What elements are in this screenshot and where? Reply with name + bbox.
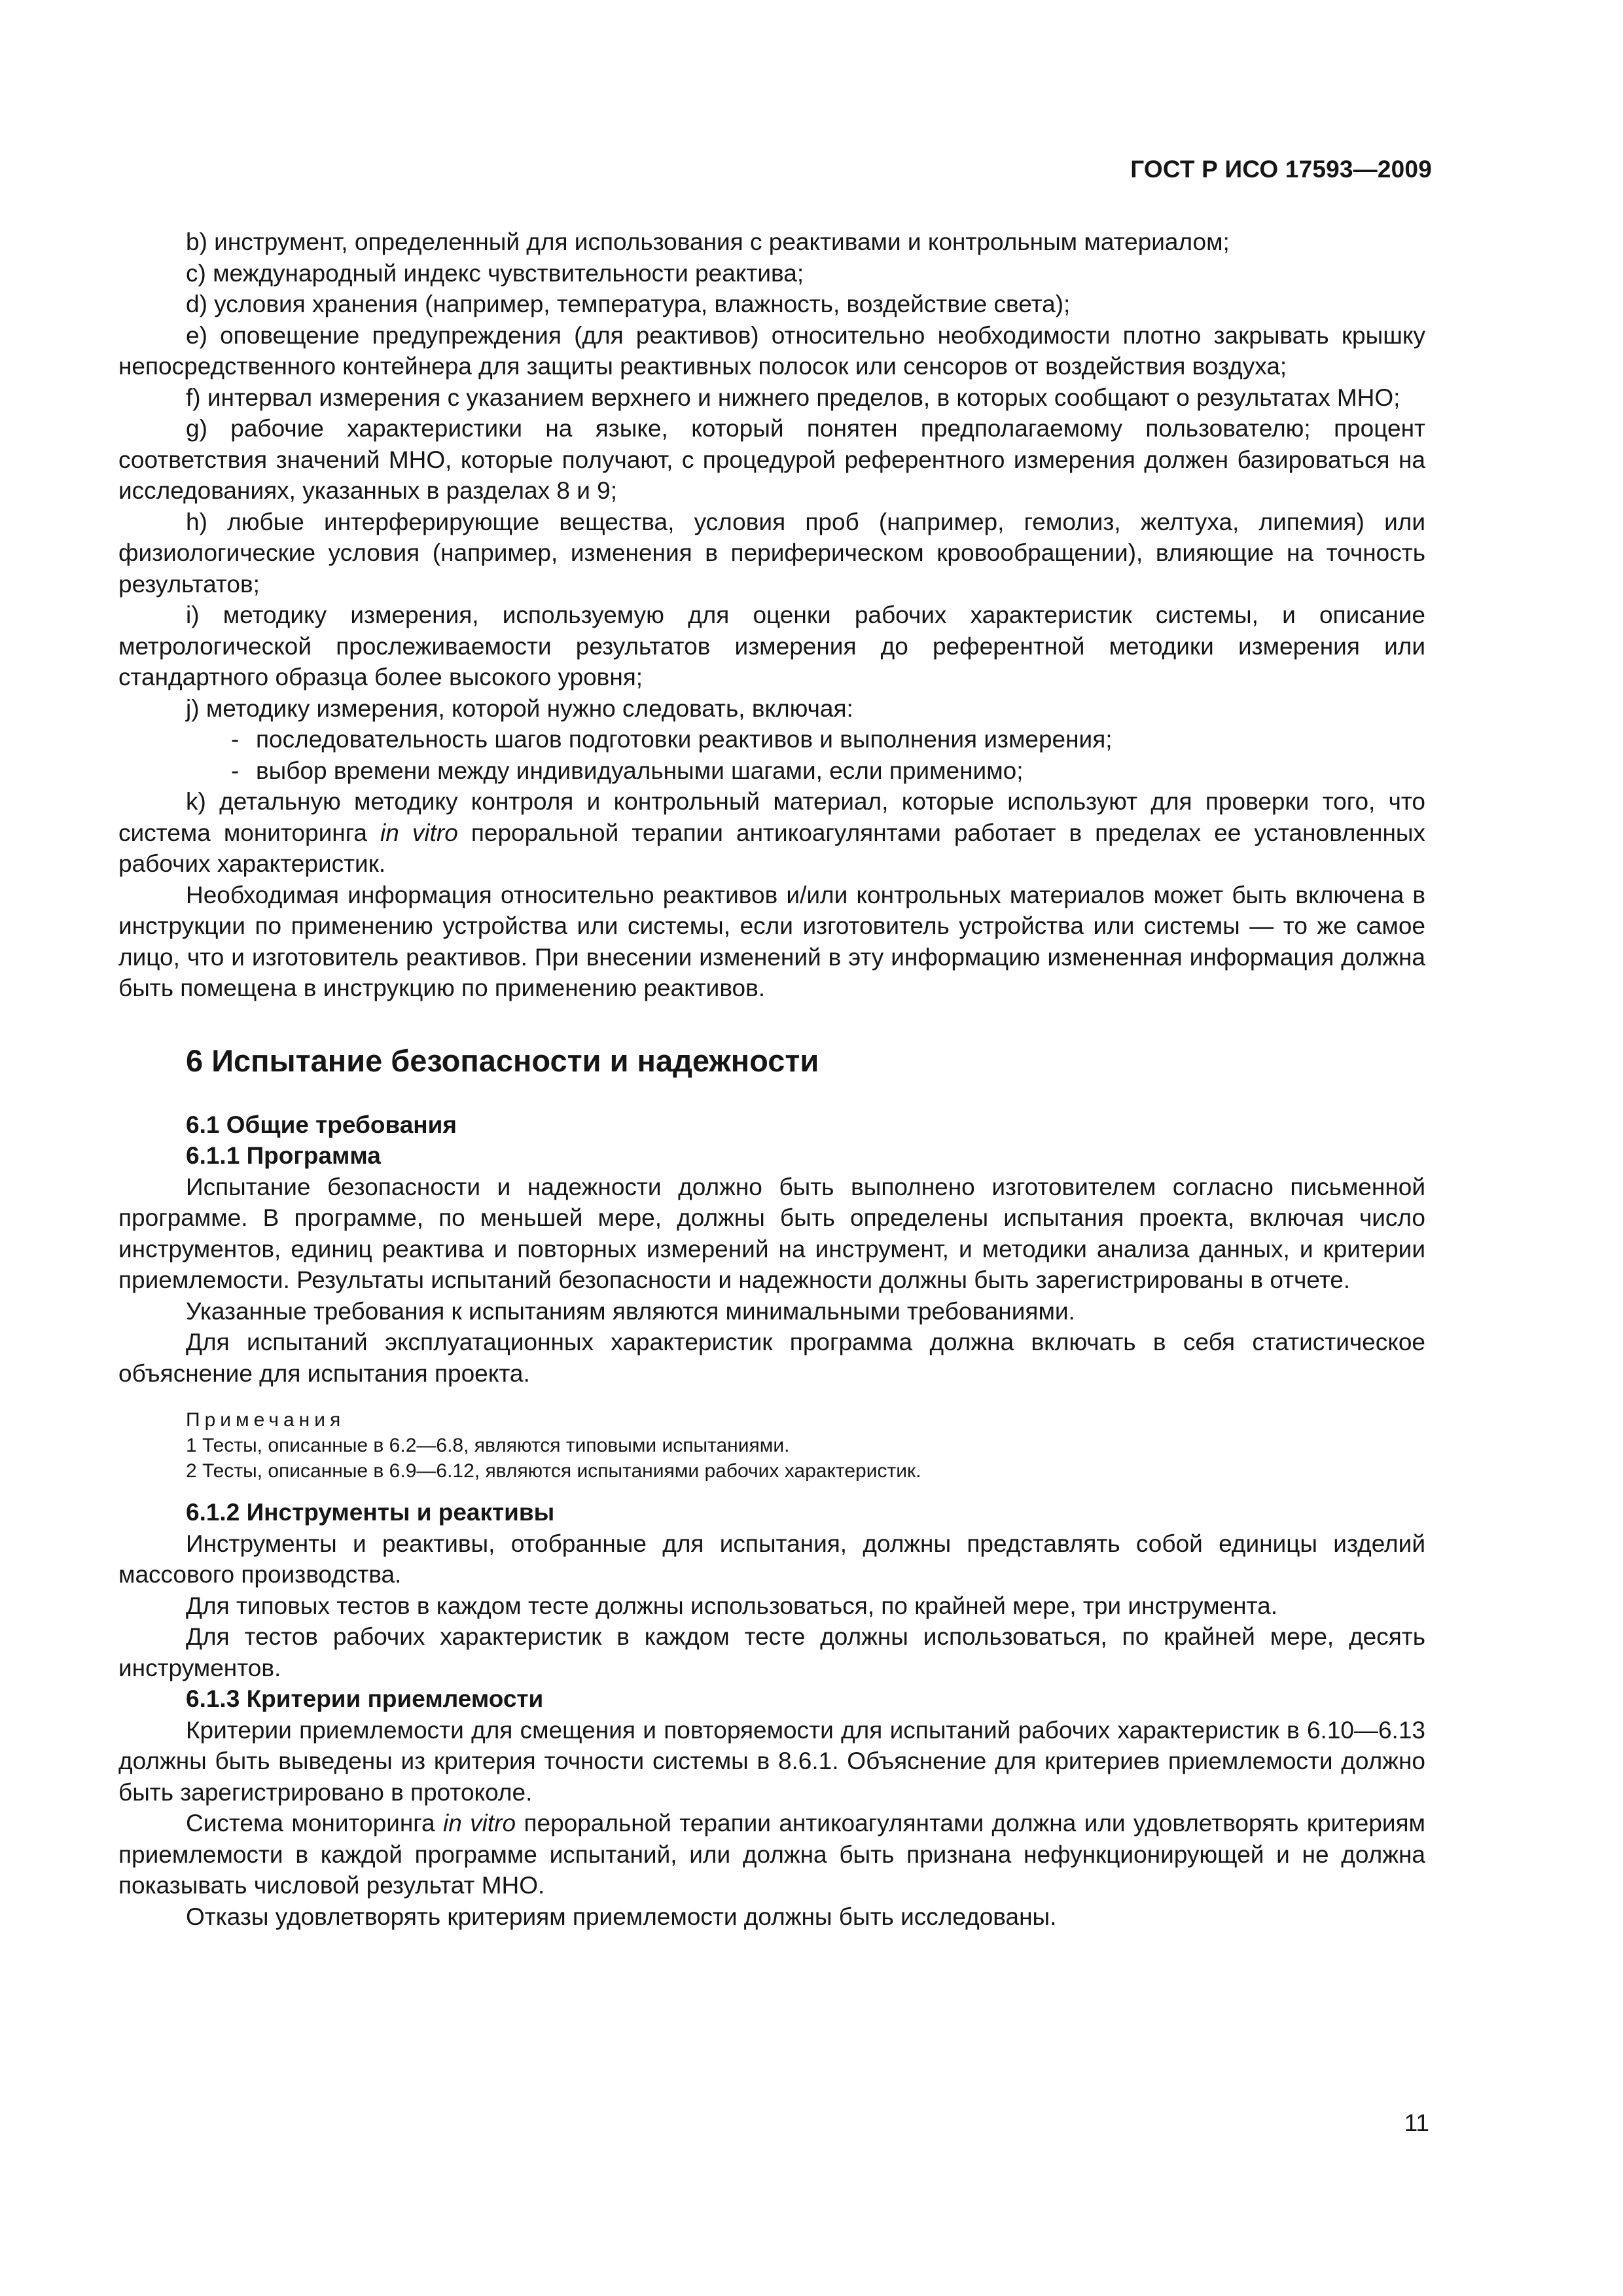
section-6-1-2-paragraph-1: Инструменты и реактивы, отобранные для испытания, должны представлять собой единицы изделий массового производства. bbox=[118, 1530, 1425, 1588]
list-item-k-text-b: пероральной терапии антикоагулянтами работает в пределах ее установленных рабочих характеристик. bbox=[118, 819, 1426, 877]
document-body bbox=[118, 226, 1425, 1932]
page-number: 11 bbox=[1404, 2109, 1429, 2136]
section-6-1-1-paragraph-1: Испытание безопасности и надежности должно быть выполнено изготовителем согласно письменной программе. В программе, по меньшей мере, должны быть определены испытания проекта, включая число инструментов, единиц реактива и повторных измерений на инструмент, и методики анализа данных, и критерии приемлемости. Результаты испытаний безопасности и надежности должны быть зарегистрированы в отчете. bbox=[118, 1173, 1425, 1293]
section-6-1-3-paragraph-1: Критерии приемлемости для смещения и повторяемости для испытаний рабочих характеристик в 6.10—6.13 должны быть выведены из критерия точности системы в 8.6.1. Объяснение для критериев приемлемости должно быть зарегистрировано в протоколе. bbox=[118, 1716, 1425, 1806]
section-6-1-1-paragraph-2: Указанные требования к испытаниям являются минимальными требованиями. bbox=[186, 1297, 1075, 1325]
list-item-k-text-a: k) детальную методику контроля и контрольный материал, которые используют для проверки того, что система мониторинга bbox=[118, 788, 1425, 846]
list-item-h: h) любые интерферирующие вещества, условия проб (например, гемолиз, желтуха, липемия) или физиологические условия (например, изменения в периферическом кровообращении), влияющие на точность результатов; bbox=[118, 508, 1425, 598]
list-item-j-sub-2-text: выбор времени между индивидуальными шагами, если применимо; bbox=[256, 757, 1024, 784]
section-6-1-3-paragraph-2-text-b: пероральной терапии антикоагулянтами должна или удовлетворять критериям приемлемости в каждой программе испытаний, или должна быть признана нефункционирующей и не должна показывать числовой результат МНО. bbox=[118, 1810, 1425, 1899]
section-6-1-2-paragraph-2: Для типовых тестов в каждом тесте должны использоваться, по крайней мере, три инструмента. bbox=[186, 1592, 1277, 1619]
section-6-1-heading: 6.1 Общие требования bbox=[186, 1111, 457, 1138]
list-item-j-sub-1 bbox=[118, 724, 1425, 755]
document-header-id: ГОСТ Р ИСО 17593—2009 bbox=[1130, 156, 1432, 183]
list-item-j-sub-1-text: последовательность шагов подготовки реактивов и выполнения измерения; bbox=[256, 726, 1113, 753]
note-2: 2 Тесты, описанные в 6.9—6.12, являются испытаниями рабочих характеристик. bbox=[186, 1460, 921, 1482]
section-6-1-2-heading: 6.1.2 Инструменты и реактивы bbox=[186, 1499, 555, 1526]
list-item-d: d) условия хранения (например, температура, влажность, воздействие света); bbox=[186, 291, 1071, 317]
dash-bullet: - bbox=[231, 726, 240, 753]
section-6-1-3-heading: 6.1.3 Критерии приемлемости bbox=[186, 1685, 544, 1712]
list-item-e: e) оповещение предупреждения (для реактивов) относительно необходимости плотно закрывать крышку непосредственного контейнера для защиты реактивных полосок или сенсоров от воздействия воздуха; bbox=[118, 321, 1425, 380]
section-6-1-1-heading: 6.1.1 Программа bbox=[186, 1142, 381, 1169]
section-6-1-1-paragraph-3: Для испытаний эксплуатационных характеристик программа должна включать в себя статистическое объяснение для испытания проекта. bbox=[118, 1329, 1425, 1387]
section-6-heading: 6 Испытание безопасности и надежности bbox=[186, 1043, 819, 1078]
list-item-b: b) инструмент, определенный для использования с реактивами и контрольным материалом; bbox=[186, 228, 1230, 255]
notes-title: Примечания bbox=[186, 1409, 346, 1431]
section-6-1-3-paragraph-2-text-a: Система мониторинга bbox=[186, 1810, 443, 1837]
list-item-j: j) методику измерения, которой нужно следовать, включая: bbox=[186, 694, 853, 722]
list-item-f: f) интервал измерения с указанием верхнего и нижнего пределов, в которых сообщают о результатах МНО; bbox=[186, 384, 1400, 411]
dash-bullet: - bbox=[231, 757, 240, 784]
list-item-k-italic: in vitro bbox=[380, 819, 458, 846]
section-6-1-3-paragraph-2 bbox=[118, 1808, 1425, 1901]
note-1: 1 Тесты, описанные в 6.2—6.8, являются типовыми испытаниями. bbox=[186, 1435, 790, 1456]
list-item-c: c) международный индекс чувствительности реактива; bbox=[186, 259, 804, 287]
list-item-i: i) методику измерения, используемую для оценки рабочих характеристик системы, и описание метрологической прослеживаемости результатов измерения до референтной методики измерения или стандартного образца более высокого уровня; bbox=[118, 601, 1425, 691]
section-6-1-3-paragraph-3: Отказы удовлетворять критериям приемлемости должны быть исследованы. bbox=[186, 1903, 1057, 1930]
section-6-1-3-paragraph-2-italic: in vitro bbox=[442, 1810, 516, 1837]
list-item-g: g) рабочие характеристики на языке, который понятен предполагаемому пользователю; процент соответствия значений МНО, которые получают, с процедурой референтного измерения должен базироваться на исследованиях, указанных в разделах 8 и 9; bbox=[118, 415, 1425, 504]
closing-paragraph: Необходимая информация относительно реактивов и/или контрольных материалов может быть включена в инструкции по применению устройства или системы, если изготовитель устройства или системы — то же самое лицо, что и изготовитель реактивов. При внесении изменений в эту информацию измененная информация должна быть помещена в инструкцию по применению реактивов. bbox=[118, 881, 1425, 1001]
section-6-1-2-paragraph-3: Для тестов рабочих характеристик в каждом тесте должны использоваться, по крайней мере, десять инструментов. bbox=[118, 1623, 1425, 1681]
list-item-k bbox=[118, 786, 1425, 880]
list-item-j-sub-2 bbox=[118, 755, 1425, 787]
